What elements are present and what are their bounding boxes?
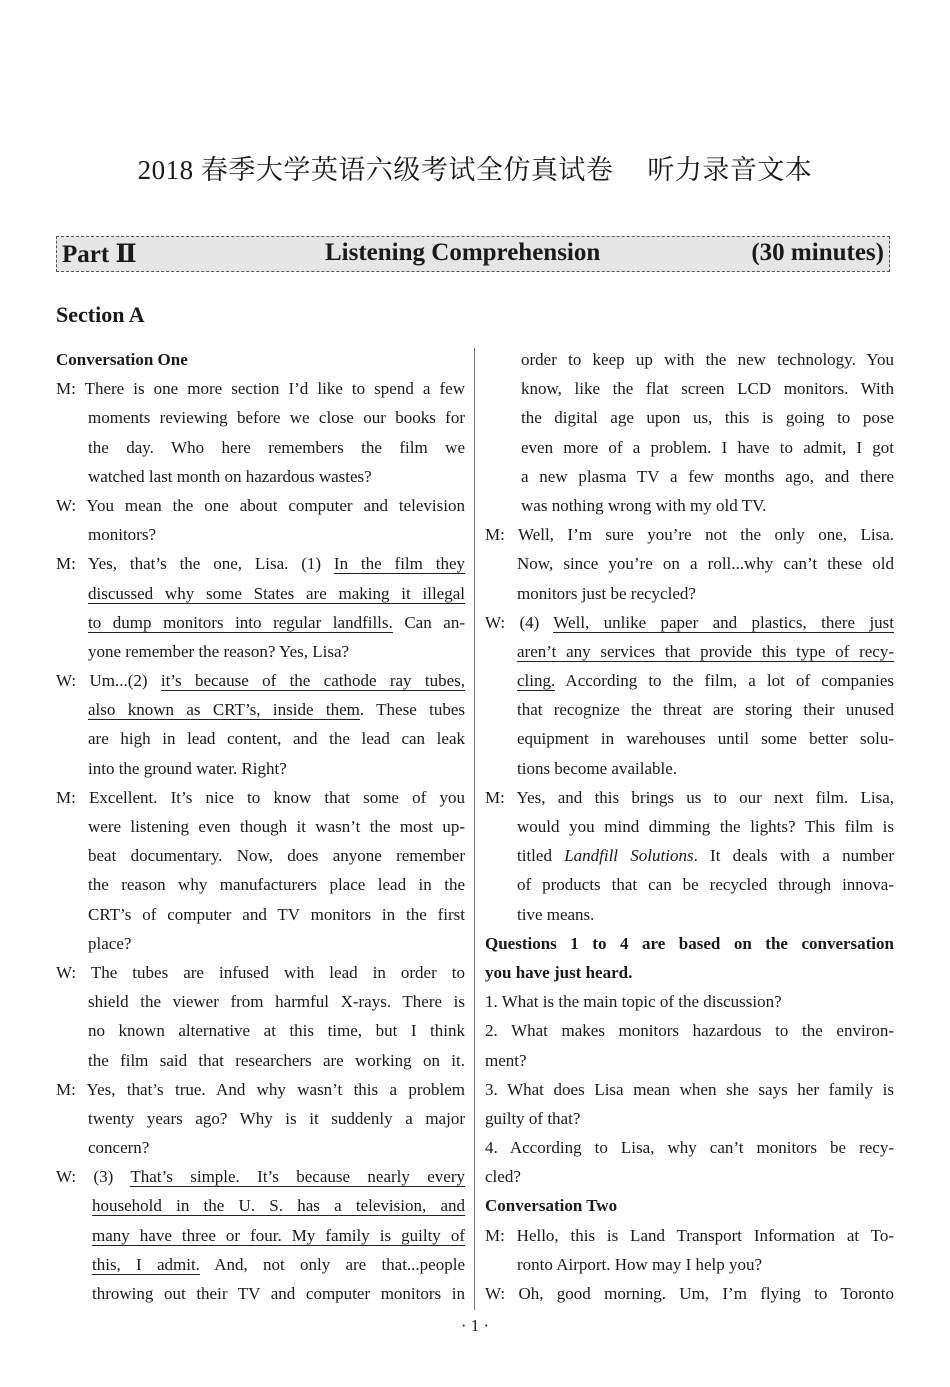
question-item: cled?	[485, 1167, 521, 1187]
part-name: Listening Comprehension	[325, 239, 601, 266]
answer-underline: household in the U. S. has a television, and	[92, 1196, 465, 1216]
text-line: twenty years ago? Why is it suddenly a major	[88, 1108, 465, 1128]
text-line	[56, 1250, 465, 1279]
text-line	[56, 608, 465, 637]
text-line: that recognize the threat are storing their unused	[517, 700, 894, 720]
question-item: 2. What makes monitors hazardous to the environ-	[485, 1021, 894, 1041]
text-segment: W: (3)	[56, 1167, 131, 1187]
answer-underline: In the film they	[333, 554, 465, 574]
text-line: even more of a problem. I have to admit, I got	[521, 437, 894, 457]
text-line: tions become available.	[517, 758, 678, 778]
part-time: (30 minutes)	[751, 239, 884, 266]
text-line	[56, 1162, 465, 1191]
text-segment: According to the film, a lot of companies	[555, 671, 894, 691]
text-line	[56, 1191, 465, 1220]
text-line: place?	[88, 933, 132, 953]
text-segment: Can an-	[392, 612, 465, 632]
answer-underline: also known as CRT’s, inside them	[88, 700, 360, 720]
text-line: CRT’s of computer and TV monitors in the first	[88, 904, 465, 924]
text-line	[56, 1221, 465, 1250]
answer-underline: to dump monitors into regular landfills.	[88, 612, 393, 632]
text-line: M: Yes, that’s true. And why wasn’t this a problem	[56, 1079, 465, 1099]
section-heading: Section A	[56, 302, 145, 327]
film-title: Landfill Solutions	[564, 846, 694, 866]
answer-underline: That’s simple. It’s because nearly every	[130, 1167, 465, 1187]
text-line: the digital age upon us, this is going to pose	[521, 408, 894, 428]
text-segment: And, not only are that...people	[199, 1254, 465, 1274]
text-line: monitors?	[88, 525, 156, 545]
text-line	[485, 666, 894, 695]
text-line: shield the viewer from harmful X-rays. There is	[88, 992, 465, 1012]
text-line: M: There is one more section I’d like to spend a few	[56, 379, 465, 399]
text-line	[56, 549, 465, 578]
column-divider	[474, 348, 475, 1310]
answer-underline: aren’t any services that provide this type of recy-	[517, 641, 894, 661]
text-line: monitors just be recycled?	[517, 583, 696, 603]
text-line: a new plasma TV a few months ago, and there	[521, 466, 894, 486]
answer-underline: it’s because of the cathode ray tubes,	[160, 671, 465, 691]
question-item: 4. According to Lisa, why can’t monitors be recy-	[485, 1138, 894, 1158]
text-line: of products that can be recycled through innova-	[517, 875, 894, 895]
text-line: watched last month on hazardous wastes?	[88, 466, 372, 486]
document-title	[0, 148, 950, 187]
part-header-bar	[56, 236, 890, 272]
text-line	[56, 579, 465, 608]
title-sub: 听力录音文本	[647, 155, 813, 185]
text-segment: . These tubes	[359, 700, 465, 720]
answer-underline: discussed why some States are making it illegal	[88, 583, 465, 603]
question-item: 1. What is the main topic of the discussion?	[485, 992, 782, 1012]
text-segment: titled	[517, 846, 565, 866]
text-line: throwing out their TV and computer monitors in	[92, 1284, 465, 1303]
questions-heading: Questions 1 to 4 are based on the conversation	[485, 933, 894, 953]
text-line: the film said that researchers are working on it.	[88, 1050, 465, 1070]
text-line	[485, 841, 894, 870]
question-item: ment?	[485, 1050, 527, 1070]
text-line	[485, 637, 894, 666]
answer-underline: many have three or four. My family is guilty of	[92, 1225, 465, 1245]
text-line: was nothing wrong with my old TV.	[521, 495, 767, 515]
text-line: no known alternative at this time, but I think	[88, 1021, 465, 1041]
answer-underline: Well, unlike paper and plastics, there just	[553, 612, 895, 632]
text-line: W: You mean the one about computer and television	[56, 495, 465, 515]
question-item: 3. What does Lisa mean when she says her family is	[485, 1079, 894, 1099]
text-segment: W: Um...(2)	[56, 671, 161, 691]
text-line: are high in lead content, and the lead can leak	[88, 729, 465, 749]
text-line: tive means.	[517, 904, 595, 924]
text-line	[485, 608, 894, 637]
question-item: guilty of that?	[485, 1108, 581, 1128]
conversation-heading: Conversation One	[56, 350, 188, 369]
answer-underline: cling.	[517, 671, 556, 691]
text-line: beat documentary. Now, does anyone remember	[88, 846, 465, 866]
text-line: the day. Who here remembers the film we	[88, 437, 465, 457]
text-line: M: Excellent. It’s nice to know that some of you	[56, 787, 465, 807]
text-line: moments reviewing before we close our books for	[88, 408, 465, 428]
text-line: yone remember the reason? Yes, Lisa?	[88, 641, 350, 661]
text-line: into the ground water. Right?	[88, 758, 287, 778]
answer-underline: this, I admit.	[92, 1254, 200, 1274]
text-line: M: Well, I’m sure you’re not the only one, Lisa.	[485, 525, 894, 545]
text-line: ronto Airport. How may I help you?	[517, 1254, 763, 1274]
text-line: concern?	[88, 1138, 150, 1158]
title-main: 2018 春季大学英语六级考试全仿真试卷	[137, 155, 614, 185]
part-label: Part Ⅱ	[62, 241, 137, 268]
text-line: would you mind dimming the lights? This film is	[517, 817, 894, 836]
text-line: equipment in warehouses until some better solu-	[517, 729, 894, 749]
text-segment: W: (4)	[485, 612, 554, 632]
text-line: M: Yes, and this brings us to our next film. Lisa,	[485, 787, 894, 807]
text-segment: M: Yes, that’s the one, Lisa. (1)	[56, 554, 334, 574]
text-line: M: Hello, this is Land Transport Information at To-	[485, 1225, 894, 1245]
text-line: W: Oh, good morning. Um, I’m flying to Toronto	[485, 1284, 894, 1303]
text-line: the reason why manufacturers place lead in the	[88, 875, 465, 895]
questions-heading: you have just heard.	[485, 962, 633, 982]
text-segment: . It deals with a number	[693, 846, 894, 866]
text-line	[56, 695, 465, 724]
conversation-heading: Conversation Two	[485, 1196, 618, 1216]
text-line: were listening even though it wasn’t the most up-	[88, 817, 465, 836]
right-column	[485, 345, 894, 1308]
text-line: know, like the flat screen LCD monitors. With	[521, 379, 894, 399]
text-line	[56, 666, 465, 695]
text-line: W: The tubes are infused with lead in order to	[56, 962, 465, 982]
left-column	[56, 345, 465, 1308]
text-line: order to keep up with the new technology. You	[521, 350, 894, 369]
page-number: · 1 ·	[460, 1316, 490, 1335]
text-line: Now, since you’re on a roll...why can’t these old	[517, 554, 894, 574]
